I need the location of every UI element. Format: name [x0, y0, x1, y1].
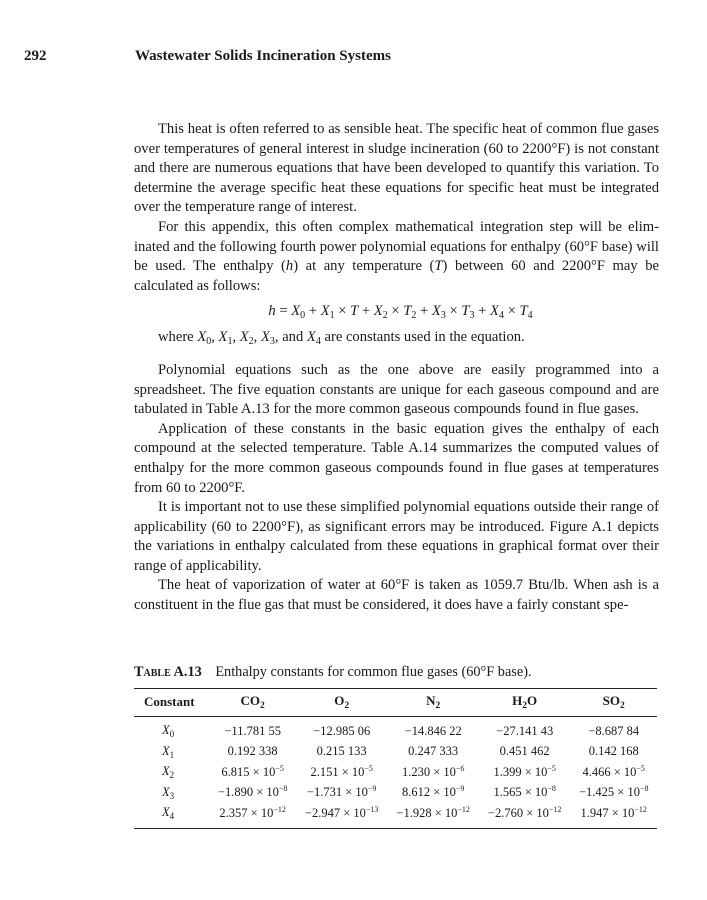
column-header — [296, 689, 388, 717]
column-header-subscript: 2 — [435, 701, 441, 711]
table-cell — [479, 783, 571, 804]
cell-times: × — [253, 785, 267, 800]
table-row — [134, 717, 657, 742]
constant-symbol: X — [162, 805, 170, 820]
table-cell — [479, 762, 571, 783]
cell-mantissa: −1.890 — [217, 785, 254, 800]
cell-exponent: −8 — [639, 784, 649, 794]
cell-times: × — [430, 764, 444, 779]
cell-times: × — [338, 764, 352, 779]
paragraph-constants-application: Application of these constants in the basic equation gives the enthalpy of each compound at the selected temperature. Table A.14 summarizes the computed values of enthalpy for the more common gaseous compounds found in flue gases at temperatures from 60 to 2200°F. — [134, 420, 659, 496]
cell-base: 10 — [353, 805, 366, 820]
constant-symbol: X — [162, 764, 170, 779]
cell-base: 10 — [534, 785, 548, 800]
enthalpy-constants-table — [134, 688, 657, 829]
cell-exponent: −12 — [457, 804, 470, 814]
running-title: Wastewater Solids Incineration Systems — [135, 48, 391, 64]
cell-times: × — [431, 805, 445, 820]
running-head — [24, 48, 684, 70]
cell-mantissa: 1.565 — [493, 785, 522, 800]
table-cell — [479, 803, 571, 828]
paragraph-heat-of-vaporization: The heat of vaporization of water at 60°F is taken as 1059.7 Btu/lb. When ash is a constituent in the flue gas that must be considered, it does have a fairly constant spe- — [134, 577, 659, 614]
constant-label — [134, 717, 209, 742]
column-header-text: H — [512, 693, 523, 708]
cell-base: 10 — [621, 805, 635, 820]
table-cell — [209, 803, 296, 828]
cell-exponent: −12 — [548, 804, 562, 814]
cell-times: × — [430, 785, 444, 800]
cell-times: × — [614, 785, 628, 800]
cell-base: 10 — [443, 764, 456, 779]
column-header-subscript: 2 — [344, 701, 350, 711]
cell-base: 10 — [444, 805, 458, 820]
cell-mantissa: −2.760 — [487, 805, 524, 820]
constant-symbol: X — [162, 784, 170, 799]
cell-mantissa: −8.687 84 — [588, 723, 640, 738]
cell-mantissa: −27.141 43 — [496, 723, 554, 738]
table-cell — [209, 783, 296, 804]
constant-label — [134, 803, 209, 828]
table-cell — [296, 803, 388, 828]
table-row — [134, 783, 657, 804]
cell-mantissa: 1.230 — [401, 764, 431, 779]
table-cell — [570, 783, 657, 804]
cell-base: 10 — [536, 805, 549, 820]
cell-exponent: −12 — [634, 804, 647, 814]
table-cell — [387, 803, 479, 828]
cell-mantissa: 1.947 — [580, 805, 609, 820]
constant-label — [134, 762, 209, 783]
cell-mantissa: 1.399 — [493, 764, 522, 779]
paragraph-range-warning: It is important not to use these simplified polynomial equations outside their range of applicability (60 to 2200°F), as significant errors may be introduced. Figure A.1 depicts the variations in enthalpy calculated from these equations in graphical format over their range of applicability. — [134, 499, 659, 574]
cell-mantissa: 8.612 — [401, 785, 431, 800]
cell-mantissa: 0.142 168 — [588, 744, 639, 759]
cell-mantissa: 2.151 — [310, 764, 339, 779]
cell-mantissa: 4.466 — [582, 764, 611, 779]
cell-exponent: −9 — [367, 784, 377, 794]
column-header-text: CO — [240, 693, 261, 708]
cell-exponent: −5 — [547, 763, 556, 773]
cell-times: × — [342, 785, 356, 800]
column-header-subscript: 2 — [260, 701, 265, 711]
constant-subscript: 3 — [169, 790, 175, 801]
page-number: 292 — [24, 48, 47, 64]
table-cell — [387, 762, 479, 783]
column-header-text: Constant — [144, 694, 195, 709]
cell-base: 10 — [262, 764, 276, 779]
body-text — [134, 120, 659, 616]
cell-mantissa: −14.846 22 — [404, 723, 462, 738]
table-label: Table A.13 — [134, 664, 202, 680]
table-cell — [296, 762, 388, 783]
table-cell — [387, 717, 479, 742]
paragraph-sensible-heat: This heat is often referred to as sensible heat. The specific heat of common flue gases over temperatures of general interest in sludge incineration (60 to 2200°F) is not constant and there are numerous equations that have been developed to quantify this variation. To determine the average specific heat these equations for specific heat must be integrated over the temperature range of interest. — [134, 121, 659, 216]
table-cell — [570, 762, 657, 783]
column-header — [479, 689, 571, 717]
column-header — [570, 689, 657, 717]
table-cell — [570, 717, 657, 742]
column-header-text: O — [334, 693, 345, 708]
column-header — [387, 689, 479, 717]
constant-subscript: 4 — [169, 811, 175, 822]
cell-mantissa: −1.928 — [396, 805, 432, 820]
cell-times: × — [340, 805, 354, 820]
cell-base: 10 — [266, 785, 279, 800]
table-row — [134, 762, 657, 783]
cell-times: × — [249, 764, 263, 779]
cell-exponent: −5 — [275, 763, 284, 773]
table-cell — [387, 742, 479, 763]
equation-where-clause: where $X_0$, $X_1$, $X_2$, $X_3$, and $X_4$ are constants used in the equation. — [158, 329, 525, 348]
table-caption — [134, 664, 659, 681]
cell-base: 10 — [627, 785, 640, 800]
cell-mantissa: −2.947 — [304, 805, 341, 820]
cell-base: 10 — [260, 805, 274, 820]
table-cell — [209, 742, 296, 763]
cell-base: 10 — [351, 764, 365, 779]
enthalpy-equation: $h = X_0 + X_1 \times T + X_2 \times T_2 + X_3 \times T_3 + X_4 \times T_4$ — [268, 303, 533, 322]
table-cell — [209, 717, 296, 742]
column-header — [209, 689, 296, 717]
table-body — [134, 717, 657, 829]
cell-exponent: −5 — [636, 763, 645, 773]
cell-exponent: −9 — [455, 784, 465, 794]
cell-mantissa: 0.192 338 — [227, 744, 278, 759]
constant-subscript: 1 — [169, 749, 175, 760]
table-row — [134, 742, 657, 763]
table-cell — [209, 762, 296, 783]
cell-base: 10 — [534, 764, 548, 779]
cell-times: × — [247, 805, 261, 820]
table-cell — [570, 803, 657, 828]
table-cell — [387, 783, 479, 804]
cell-times: × — [523, 805, 537, 820]
constant-symbol: X — [162, 723, 170, 738]
column-header-subscript: 2 — [620, 701, 625, 711]
cell-exponent: −8 — [547, 784, 556, 794]
table-cell — [296, 783, 388, 804]
column-header-text: N — [426, 693, 436, 708]
paragraph-polynomial-spreadsheet: Polynomial equations such as the one above are easily programmed into a spreadsheet. The five equation constants are unique for each gaseous compound and are tabulated in Table A.13 for the more common gaseous compounds found in flue gases. — [134, 361, 659, 418]
cell-times: × — [521, 785, 535, 800]
constant-label — [134, 783, 209, 804]
constant-subscript: 2 — [169, 770, 175, 781]
cell-mantissa: −1.731 — [306, 785, 343, 800]
cell-exponent: −6 — [455, 763, 465, 773]
table-cell — [479, 717, 571, 742]
table-header-row — [134, 689, 657, 717]
table-cell — [479, 742, 571, 763]
constant-label — [134, 742, 209, 763]
table-caption-text: Enthalpy constants for common flue gases (60°F base). — [215, 664, 532, 680]
cell-exponent: −8 — [278, 784, 288, 794]
column-header-text: O — [527, 693, 538, 708]
cell-mantissa: 2.357 — [219, 805, 248, 820]
cell-mantissa: 0.215 133 — [316, 744, 367, 759]
cell-mantissa: −12.985 06 — [313, 723, 371, 738]
cell-mantissa: −11.781 55 — [224, 723, 281, 738]
column-header — [134, 689, 209, 717]
table-row — [134, 803, 657, 828]
cell-base: 10 — [355, 785, 368, 800]
cell-times: × — [610, 764, 624, 779]
cell-exponent: −5 — [364, 763, 373, 773]
cell-base: 10 — [443, 785, 456, 800]
cell-times: × — [521, 764, 535, 779]
column-header-text: SO — [602, 693, 620, 708]
table-cell — [296, 742, 388, 763]
cell-exponent: −12 — [273, 804, 286, 814]
paragraph-enthalpy-method: For this appendix, this often complex mathematical integration step will be eliminated and the following fourth power polynomial equations for enthalpy (60°F base) will be used. The enthalpy (h) at any temperature (T) between 60 and 2200°F may be calculated as follows: — [134, 218, 659, 294]
cell-mantissa: 0.451 462 — [499, 744, 550, 759]
table-cell — [296, 717, 388, 742]
table-cell — [570, 742, 657, 763]
cell-exponent: −13 — [365, 804, 379, 814]
table-a13 — [134, 664, 659, 829]
cell-mantissa: −1.425 — [578, 785, 615, 800]
cell-mantissa: 6.815 — [221, 764, 250, 779]
constant-symbol: X — [162, 743, 170, 758]
cell-mantissa: 0.247 333 — [408, 744, 459, 759]
cell-base: 10 — [623, 764, 637, 779]
column-header-subscript: 2 — [522, 701, 528, 711]
constant-subscript: 0 — [169, 729, 175, 740]
cell-times: × — [608, 805, 622, 820]
